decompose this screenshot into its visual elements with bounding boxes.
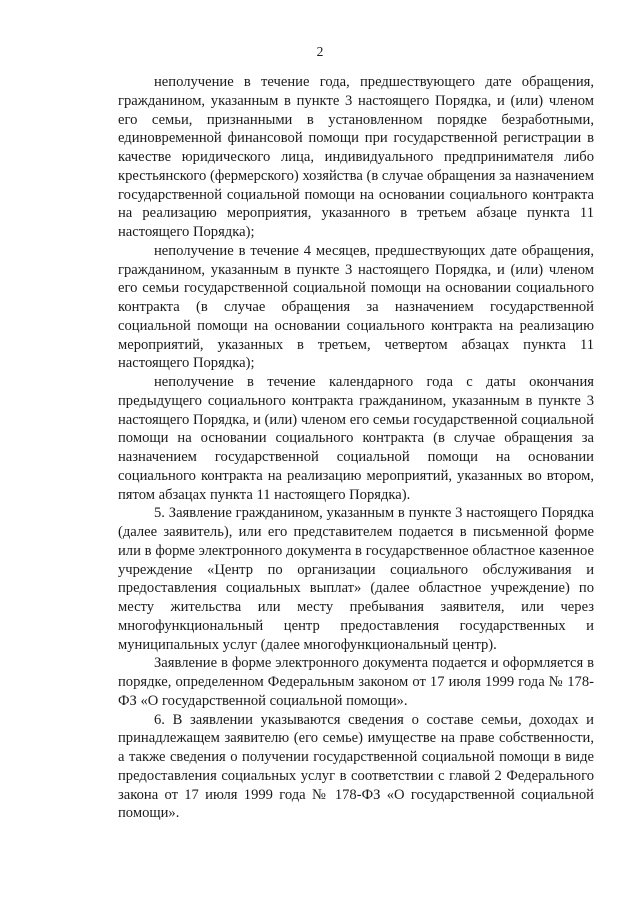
paragraph-nonreceipt-financial-aid: неполучение в течение года, предшествующего дате обращения, гражданином, указанным в пункте 3 настоящего Порядка, и (или) членом его семьи, признанными в установленном порядке безработными, единовременной финансовой помощи при государственной регистрации в качестве юридического лица, индивидуального предпринимателя либо крестьянского (фермерского) хозяйства (в случае обращения за назначением государственной социальной помощи на основании социального контракта на реализацию мероприятия, указанного в третьем абзаце пункта 11 настоящего Порядка);	[118, 74, 594, 240]
paragraph-electronic-application: Заявление в форме электронного документа подается и оформляется в порядке, определенном Федеральным законом от 17 июля 1999 года № 178-ФЗ «О государственной социальной помощи».	[118, 655, 594, 709]
page-number: 2	[316, 44, 324, 59]
paragraph-item-5-application: 5. Заявление гражданином, указанным в пункте 3 настоящего Порядка (далее заявитель), или его представителем подается в письменной форме или в форме электронного документа в государственное областное казенное учреждение «Центр по организации социального обслуживания и предоставления социальных выплат» (далее областное учреждение) по месту жительства или месту пребывания заявителя, или через многофункциональный центр предоставления государственных и муниципальных услуг (далее многофункциональный центр).	[118, 505, 594, 653]
document-body	[118, 73, 594, 823]
paragraph-item-6-application-contents: 6. В заявлении указываются сведения о составе семьи, доходах и принадлежащем заявителю (его семье) имуществе на праве собственности, а также сведения о получении государственной социальной помощи в виде предоставления социальных услуг в соответствии с главой 2 Федерального закона от 17 июля 1999 года № 178-ФЗ «О государственной социальной помощи».	[118, 711, 594, 822]
paragraph-nonreceipt-calendar-year: неполучение в течение календарного года с даты окончания предыдущего социального контракта гражданином, указанным в пункте 3 настоящего Порядка, и (или) членом его семьи государственной социальной помощи на основании социального контракта (в случае обращения за назначением государственной социальной помощи на основании социального контракта на реализацию мероприятий, указанных во втором, пятом абзацах пункта 11 настоящего Порядка).	[118, 374, 594, 503]
paragraph-nonreceipt-4-months: неполучение в течение 4 месяцев, предшествующих дате обращения, гражданином, указанным в пункте 3 настоящего Порядка, и (или) членом его семьи государственной социальной помощи на основании социального контракта (в случае обращения за назначением государственной социальной помощи на основании социального контракта на реализацию мероприятий, указанных в третьем, четвертом абзацах пункта 11 настоящего Порядка);	[118, 242, 594, 372]
